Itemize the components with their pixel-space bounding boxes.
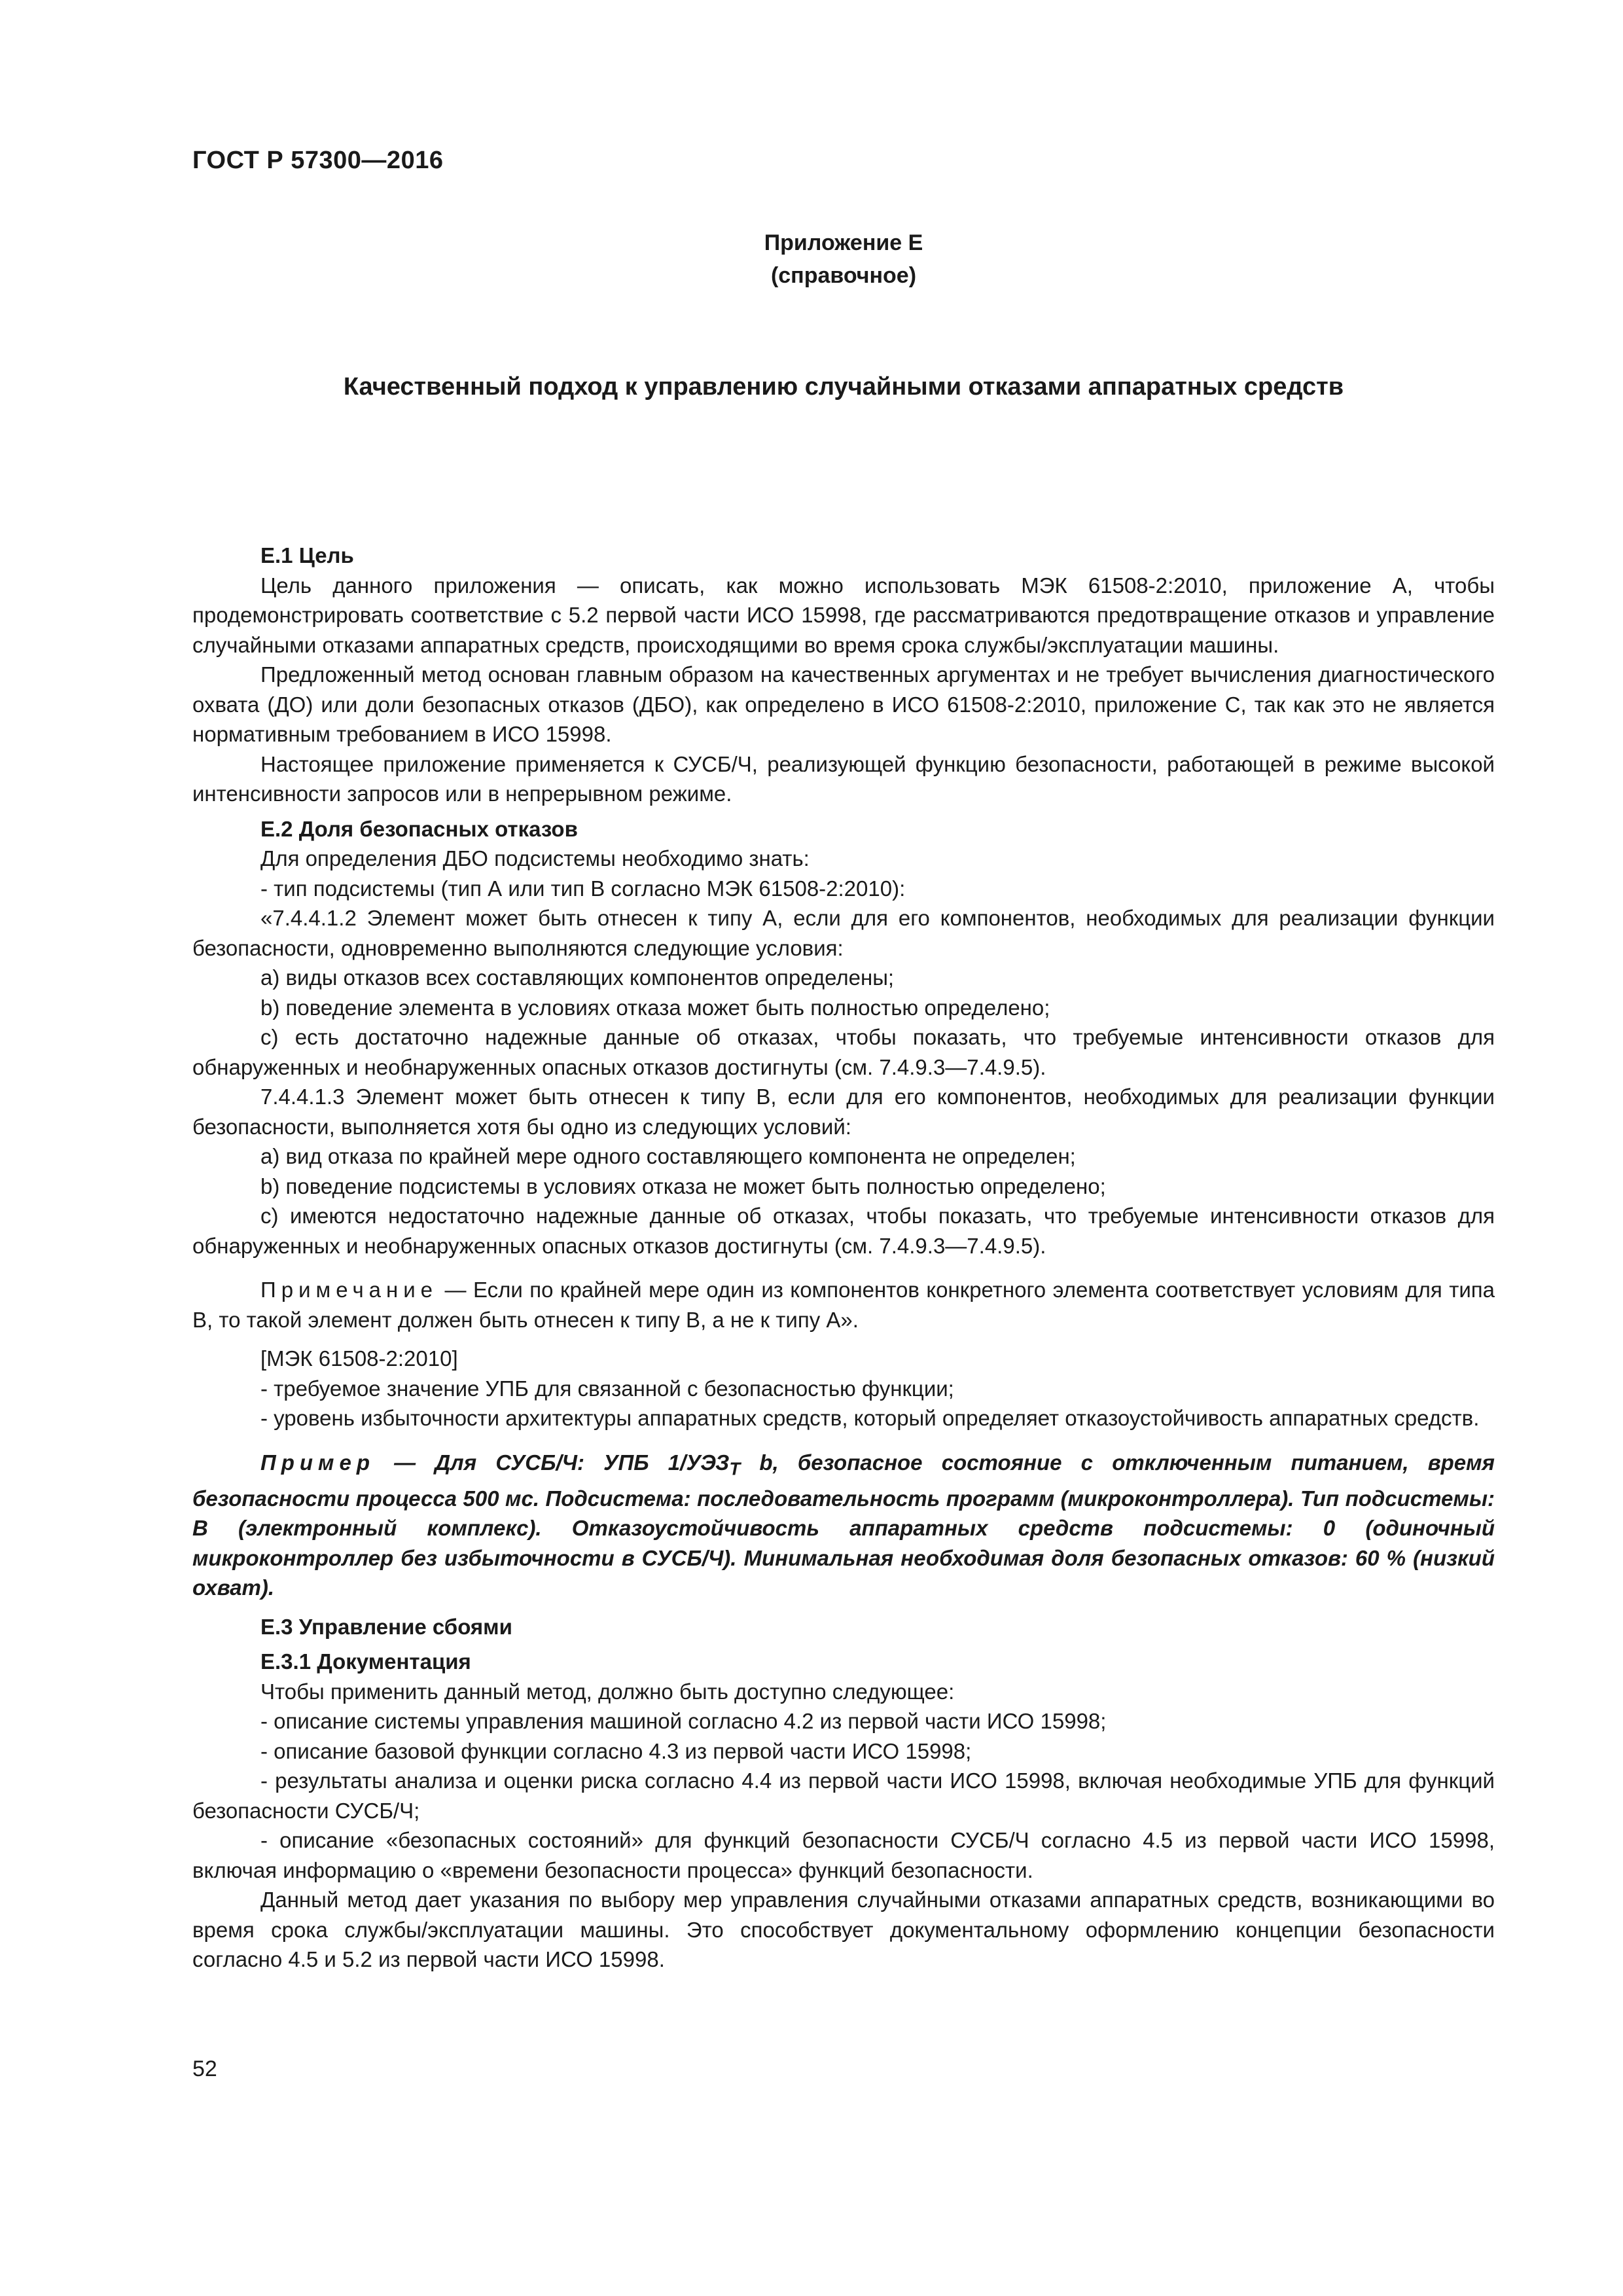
section-heading-e2: Е.2 Доля безопасных отказов [260,816,578,841]
example-label: Пример [260,1450,375,1475]
list-item: b) поведение подсистемы в условиях отказа не может быть полностью определено; [260,1174,1106,1198]
example-subscript: Т [729,1458,741,1479]
annex-label: Приложение Е [764,230,923,255]
list-item: c) есть достаточно надежные данные об отказах, чтобы показать, что требуемые интенсивности отказов для обнаруженных и необнаруженных опасных отказов достигнуты (см. 7.4.9.3—7.4.9.5). [192,1025,1495,1079]
paragraph: Настоящее приложение применяется к СУСБ/Ч, реализующей функцию безопасности, работающей в режиме высокой интенсивности запросов или в непрерывном режиме. [192,751,1495,806]
document-body [192,541,1495,1975]
paragraph: Чтобы применить данный метод, должно быть доступно следующее: [260,1679,955,1704]
paragraph: Данный метод дает указания по выбору мер управления случайными отказами аппаратных средств, возникающими во время срока службы/эксплуатации машины. Это способствует документальному оформлению концепции безопасности согласно 4.5 и 5.2 из первой части ИСО 15998. [192,1888,1495,1972]
list-item: - описание «безопасных состояний» для функций безопасности СУСБ/Ч согласно 4.5 из первой части ИСО 15998, включая информацию о «времени безопасности процесса» функций безопасности. [192,1828,1495,1882]
example-text-continued: b, безопасное состояние с отключенным питанием, время безопасности процесса 500 мс. Подсистема: последовательность программ (микроконтроллера). Тип подсистемы: В (электронный комплекс). Отказоустойчивость аппаратных средств подсистемы: 0 (одиночный микроконтроллер без избыточности в СУСБ/Ч). Минимальная необходимая доля безопасных отказов: 60 % (низкий охват). [192,1450,1495,1600]
paragraph: Предложенный метод основан главным образом на качественных аргументах и не требует вычисления диагностического охвата (ДО) или доли безопасных отказов (ДБО), как определено в ИСО 61508-2:2010, приложение С, так как это не является нормативным требованием в ИСО 15998. [192,662,1495,746]
document-code: ГОСТ Р 57300—2016 [192,147,444,174]
paragraph: Для определения ДБО подсистемы необходимо знать: [260,846,810,870]
list-item: - тип подсистемы (тип А или тип В согласно МЭК 61508-2:2010): [260,876,906,901]
quote-paragraph: 7.4.4.1.3 Элемент может быть отнесен к типу В, если для его компонентов, необходимых для реализации функции безопасности, выполняется хотя бы одно из следующих условий: [192,1085,1495,1139]
list-item: a) виды отказов всех составляющих компонентов определены; [260,965,895,990]
list-item: b) поведение элемента в условиях отказа может быть полностью определено; [260,995,1050,1020]
paragraph: Цель данного приложения — описать, как можно использовать МЭК 61508-2:2010, приложение А, чтобы продемонстрировать соответствие с 5.2 первой части ИСО 15998, где рассматриваются предотвращение отказов и управление случайными отказами аппаратных средств, происходящими во время срока службы/эксплуатации машины. [192,573,1495,657]
note-text: — Если по крайней мере один из компонентов конкретного элемента соответствует условиям для типа В, то такой элемент должен быть отнесен к типу В, а не к типу А». [192,1278,1495,1332]
annex-type: (справочное) [770,263,917,288]
page-number: 52 [192,2056,217,2081]
list-item: a) вид отказа по крайней мере одного составляющего компонента не определен; [260,1144,1076,1168]
list-item: c) имеются недостаточно надежные данные об отказах, чтобы показать, что требуемые интенсивности отказов для обнаруженных и необнаруженных опасных отказов достигнуты (см. 7.4.9.3—7.4.9.5). [192,1204,1495,1258]
list-item: - описание системы управления машиной согласно 4.2 из первой части ИСО 15998; [260,1709,1107,1734]
section-heading-e3: Е.3 Управление сбоями [260,1614,512,1639]
list-item: - результаты анализа и оценки риска согласно 4.4 из первой части ИСО 15998, включая необходимые УПБ для функций безопасности СУСБ/Ч; [192,1768,1495,1823]
list-item: - уровень избыточности архитектуры аппаратных средств, который определяет отказоустойчивость аппаратных средств. [260,1406,1480,1430]
list-item: - описание базовой функции согласно 4.3 из первой части ИСО 15998; [260,1738,972,1763]
section-heading-e1: Е.1 Цель [260,543,354,567]
reference: [МЭК 61508-2:2010] [260,1346,458,1371]
note-label: Примечание [260,1278,438,1302]
annex-title: Качественный подход к управлению случайными отказами аппаратных средств [343,373,1344,401]
annex-header [192,226,1495,292]
example-text: — Для СУСБ/Ч: УПБ 1/УЭЗ [374,1450,730,1475]
example [192,1448,1495,1603]
quote-paragraph: «7.4.4.1.2 Элемент может быть отнесен к типу А, если для его компонентов, необходимых для реализации функции безопасности, одновременно выполняются следующие условия: [192,906,1495,960]
note [192,1275,1495,1335]
subsection-heading-e3-1: Е.3.1 Документация [260,1649,471,1674]
list-item: - требуемое значение УПБ для связанной с безопасностью функции; [260,1376,954,1401]
